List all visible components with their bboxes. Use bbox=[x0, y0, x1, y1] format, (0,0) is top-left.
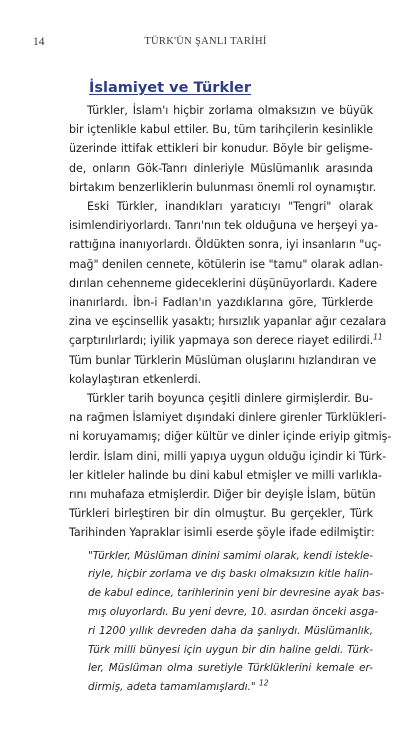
paragraph-line: zina ve eşcinsellik yasaktı; hırsızlık yapanlar ağır cezalara bbox=[69, 315, 387, 329]
quote-line: mış oluyorlardı. Bu yeni devre, 10. asırdan önceki asga- bbox=[88, 606, 379, 619]
quote-line: de kabul edince, tarihlerinin yeni bir devresine ayak bas- bbox=[88, 587, 385, 600]
block-quote bbox=[88, 547, 385, 697]
paragraph-line: Tarihinden Yapraklar isimli eserde şöyle ifade edilmiştir: bbox=[69, 526, 375, 540]
paragraph-line: ni koruyamamış; diğer kültür ve dinler içinde eriyip gitmiş- bbox=[69, 430, 392, 444]
paragraph-line: lerdir. İslam dini, milli yapıya uygun olduğu içindir ki Türk- bbox=[69, 449, 387, 463]
paragraph-line: kolaylaştıran etkenlerdi. bbox=[69, 372, 202, 386]
paragraph-line: rını muhafaza etmişlerdir. Diğer bir deyişle İslam, bütün bbox=[69, 488, 376, 502]
paragraph-line-text: çarptırılırlardı; iyilik yapmaya son derece riayet edilirdi. bbox=[69, 334, 374, 348]
quote-line: ler, Müslüman olma suretiyle Türklüklerini kemale er- bbox=[88, 662, 373, 675]
paragraph-line: Türkler, İslam'ı hiçbir zorlama olmaksızın ve büyük bbox=[87, 104, 373, 117]
page-number: 14 bbox=[33, 36, 45, 48]
paragraph-line: Eski Türkler, inandıkları yaratıcıyı "Tengri" olarak bbox=[87, 200, 373, 214]
paragraph-3 bbox=[69, 389, 392, 543]
paragraph-line: inanırlardı. İbn-i Fadlan'ın yazdıklarına göre, Türklerde bbox=[69, 296, 373, 310]
quote-line: ri 1200 yıllık devreden daha da şanlıydı. Müslümanlık, bbox=[88, 624, 373, 637]
footnote-marker[interactable]: 11 bbox=[373, 332, 383, 342]
paragraph-line: Türkleri birleştiren bir din olmuştur. Bu gerçekler, Türk bbox=[69, 507, 373, 521]
paragraph-1 bbox=[69, 101, 377, 197]
paragraph-line: dırılan cehenneme gideceklerini düşünüyorlardı. Kadere bbox=[69, 276, 378, 290]
paragraph-line: de, onların Gök-Tanrı dinleriyle Müslümanlık arasında bbox=[69, 161, 373, 175]
running-header bbox=[33, 36, 378, 52]
quote-line: riyle, hiçbir zorlama ve dış baskı olmaksızın kitle halin- bbox=[88, 568, 373, 581]
quote-line-with-footnote bbox=[88, 678, 373, 697]
section-title: İslamiyet ve Türkler bbox=[89, 80, 252, 96]
paragraph-2 bbox=[69, 197, 387, 389]
paragraph-line: birtakım benzerliklerin bulunması önemli rol oynamıştır. bbox=[69, 180, 377, 194]
paragraph-line: na rağmen İslamiyet dışındaki dinlere girenler Türklükleri- bbox=[69, 411, 387, 425]
quote-line: Türk milli bünyesi için uygun bir din haline geldi. Türk- bbox=[88, 643, 373, 656]
paragraph-line: Tüm bunlar Türklerin Müslüman oluşlarını hızlandıran ve bbox=[69, 353, 377, 367]
paragraph-line: isimlendiriyorlardı. Tanrı'nın tek olduğuna ve herşeyi ya- bbox=[69, 219, 379, 233]
paragraph-line: mağ" denilen cennete, kötülerin ise "tamu" olarak adlan- bbox=[69, 257, 383, 271]
quote-line-text: dirmiş, adeta tamamlamışlardı." bbox=[88, 681, 256, 694]
paragraph-line: ler kitleler halinde bu dini kabul etmişler ve milli varlıkla- bbox=[69, 468, 382, 482]
running-title: TÜRK'ÜN ŞANLI TARİHİ bbox=[144, 36, 267, 47]
quote-line: "Türkler, Müslüman dinini samimi olarak, kendi istekle- bbox=[88, 549, 373, 562]
paragraph-line: rattığına inanıyorlardı. Öldükten sonra, iyi insanların "uç- bbox=[69, 238, 382, 252]
page-body bbox=[69, 79, 392, 697]
paragraph-line: bir içtenlikle kabul ettiler. Bu, tüm tarihçilerin kesinlikle bbox=[69, 123, 373, 137]
footnote-marker[interactable]: 12 bbox=[259, 678, 269, 688]
paragraph-line: Türkler tarih boyunca çeşitli dinlere girmişlerdir. Bu- bbox=[87, 392, 373, 406]
paragraph-line: üzerinde ittifak ettikleri bir konudur. Böyle bir gelişme- bbox=[69, 142, 373, 156]
paragraph-line-with-footnote bbox=[69, 331, 383, 350]
